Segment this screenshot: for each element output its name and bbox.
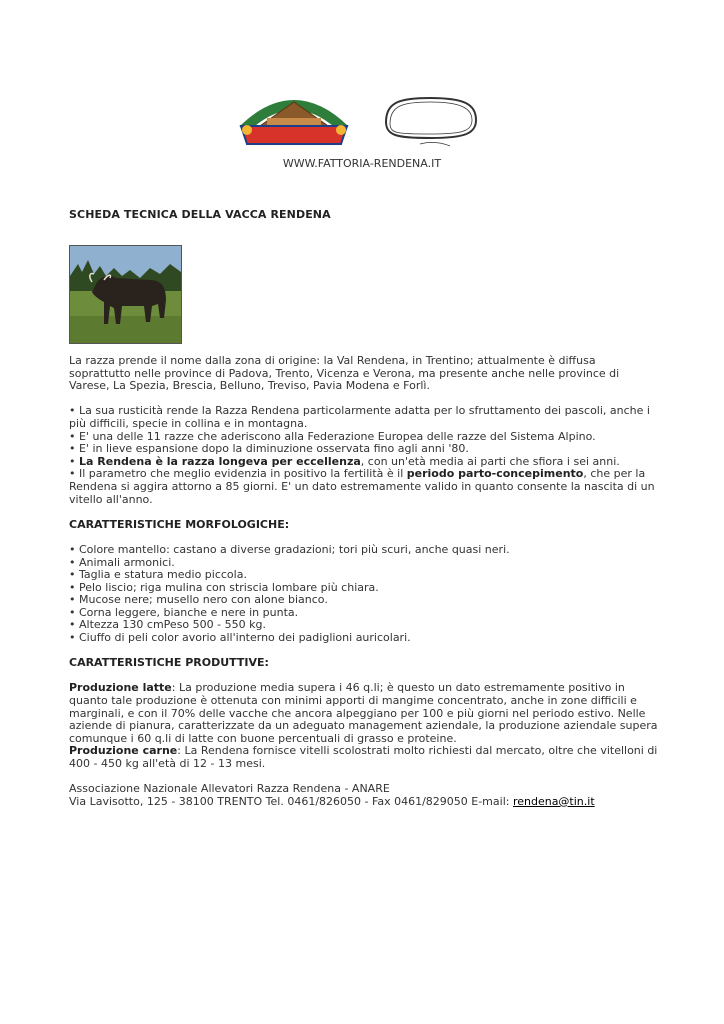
morphology-item: • Corna leggere, bianche e nere in punta. (69, 605, 299, 619)
milk-production-label: Produzione latte (69, 681, 172, 695)
bullet-longevity: • La Rendena è la razza longeva per eccellenza, con un'età media ai parti che sfiora i sei anni. (69, 454, 620, 468)
cow-photo (69, 245, 182, 344)
fattoria-antica-rendena-logo (237, 90, 351, 150)
association-name: Associazione Nazionale Allevatori Razza Rendena - ANARE (69, 782, 390, 796)
la-triso-agritur-logo (380, 94, 480, 150)
milk-production-paragraph: Produzione latte: La produzione media supera i 46 q.li; è questo un dato estremamente positivo in quanto tale produzione è ottenuta con minimi apporti di mangime concentrato, anche in zone difficili e marginali, e con il 70% delle vacche che ancora alpeggiano per 100 e più giorni nel periodo estivo. Nelle aziende di pianura, caratterizzate da un adeguato management aziendale, la produzione aziendale supera comunque i 60 q.li di latte con buone percentuali di grasso e proteine. (69, 681, 658, 745)
meat-production-paragraph: Produzione carne: La Rendena fornisce vitelli scolostrati molto richiesti dal mercato, oltre che vitelloni di 400 - 450 kg all'età di 12 - 13 mesi. (69, 744, 658, 770)
page-title: SCHEDA TECNICA DELLA VACCA RENDENA (69, 208, 331, 221)
morphology-item: • Animali armonici. (69, 555, 175, 569)
morphology-item: • Taglia e statura medio piccola. (69, 568, 247, 582)
bullet-federation: • E' una delle 11 razze che aderiscono alla Federazione Europea delle razze del Sistema Alpino. (69, 429, 596, 443)
bullet-rusticity: • La sua rusticità rende la Razza Rendena particolarmente adatta per lo sfruttamento dei pascoli, anche i più difficili, specie in collina e in montagna. (69, 404, 650, 430)
morphology-item: • Colore mantello: castano a diverse gradazioni; tori più scuri, anche quasi neri. (69, 542, 510, 556)
logos-row (0, 90, 724, 152)
morphology-item: • Pelo liscio; riga mulina con striscia lombare più chiara. (69, 580, 379, 594)
bullet-fertility: • Il parametro che meglio evidenzia in positivo la fertilità è il periodo parto-concepimento, che per la Rendena si aggira attorno a 85 giorni. E' un dato estremamente valido in quanto consente la nascita di un vitello all'anno. (69, 467, 655, 506)
morphology-item: • Ciuffo di peli color avorio all'interno dei padiglioni auricolari. (69, 631, 411, 645)
longevity-emphasis: La Rendena è la razza longeva per eccellenza (79, 454, 361, 468)
intro-paragraph: La razza prende il nome dalla zona di origine: la Val Rendena, in Trentino; attualmente è diffusa soprattutto nelle province di Padova, Trento, Vicenza e Verona, ma presente anche nelle province di Varese, La Spezia, Brescia, Belluno, Treviso, Pavia Modena e Forlì. (69, 354, 620, 393)
fertility-emphasis: periodo parto-concepimento (406, 467, 584, 481)
bullet-expansion: • E' in lieve espansione dopo la diminuzione osservata fino agli anni '80. (69, 442, 469, 456)
morphology-item: • Mucose nere; musello nero con alone bianco. (69, 593, 328, 607)
production-heading: CARATTERISTICHE PRODUTTIVE: (69, 656, 269, 670)
association-contact: Via Lavisotto, 125 - 38100 TRENTO Tel. 0461/826050 - Fax 0461/829050 E-mail: rendena@tin.it (69, 794, 595, 808)
meat-production-label: Produzione carne (69, 744, 178, 758)
document-body (69, 355, 659, 808)
email-link[interactable]: rendena@tin.it (512, 794, 595, 808)
morphology-item: • Altezza 130 cmPeso 500 - 550 kg. (69, 618, 266, 632)
website-url: WWW.FATTORIA-RENDENA.IT (282, 157, 442, 170)
morphology-heading: CARATTERISTICHE MORFOLOGICHE: (69, 517, 290, 531)
